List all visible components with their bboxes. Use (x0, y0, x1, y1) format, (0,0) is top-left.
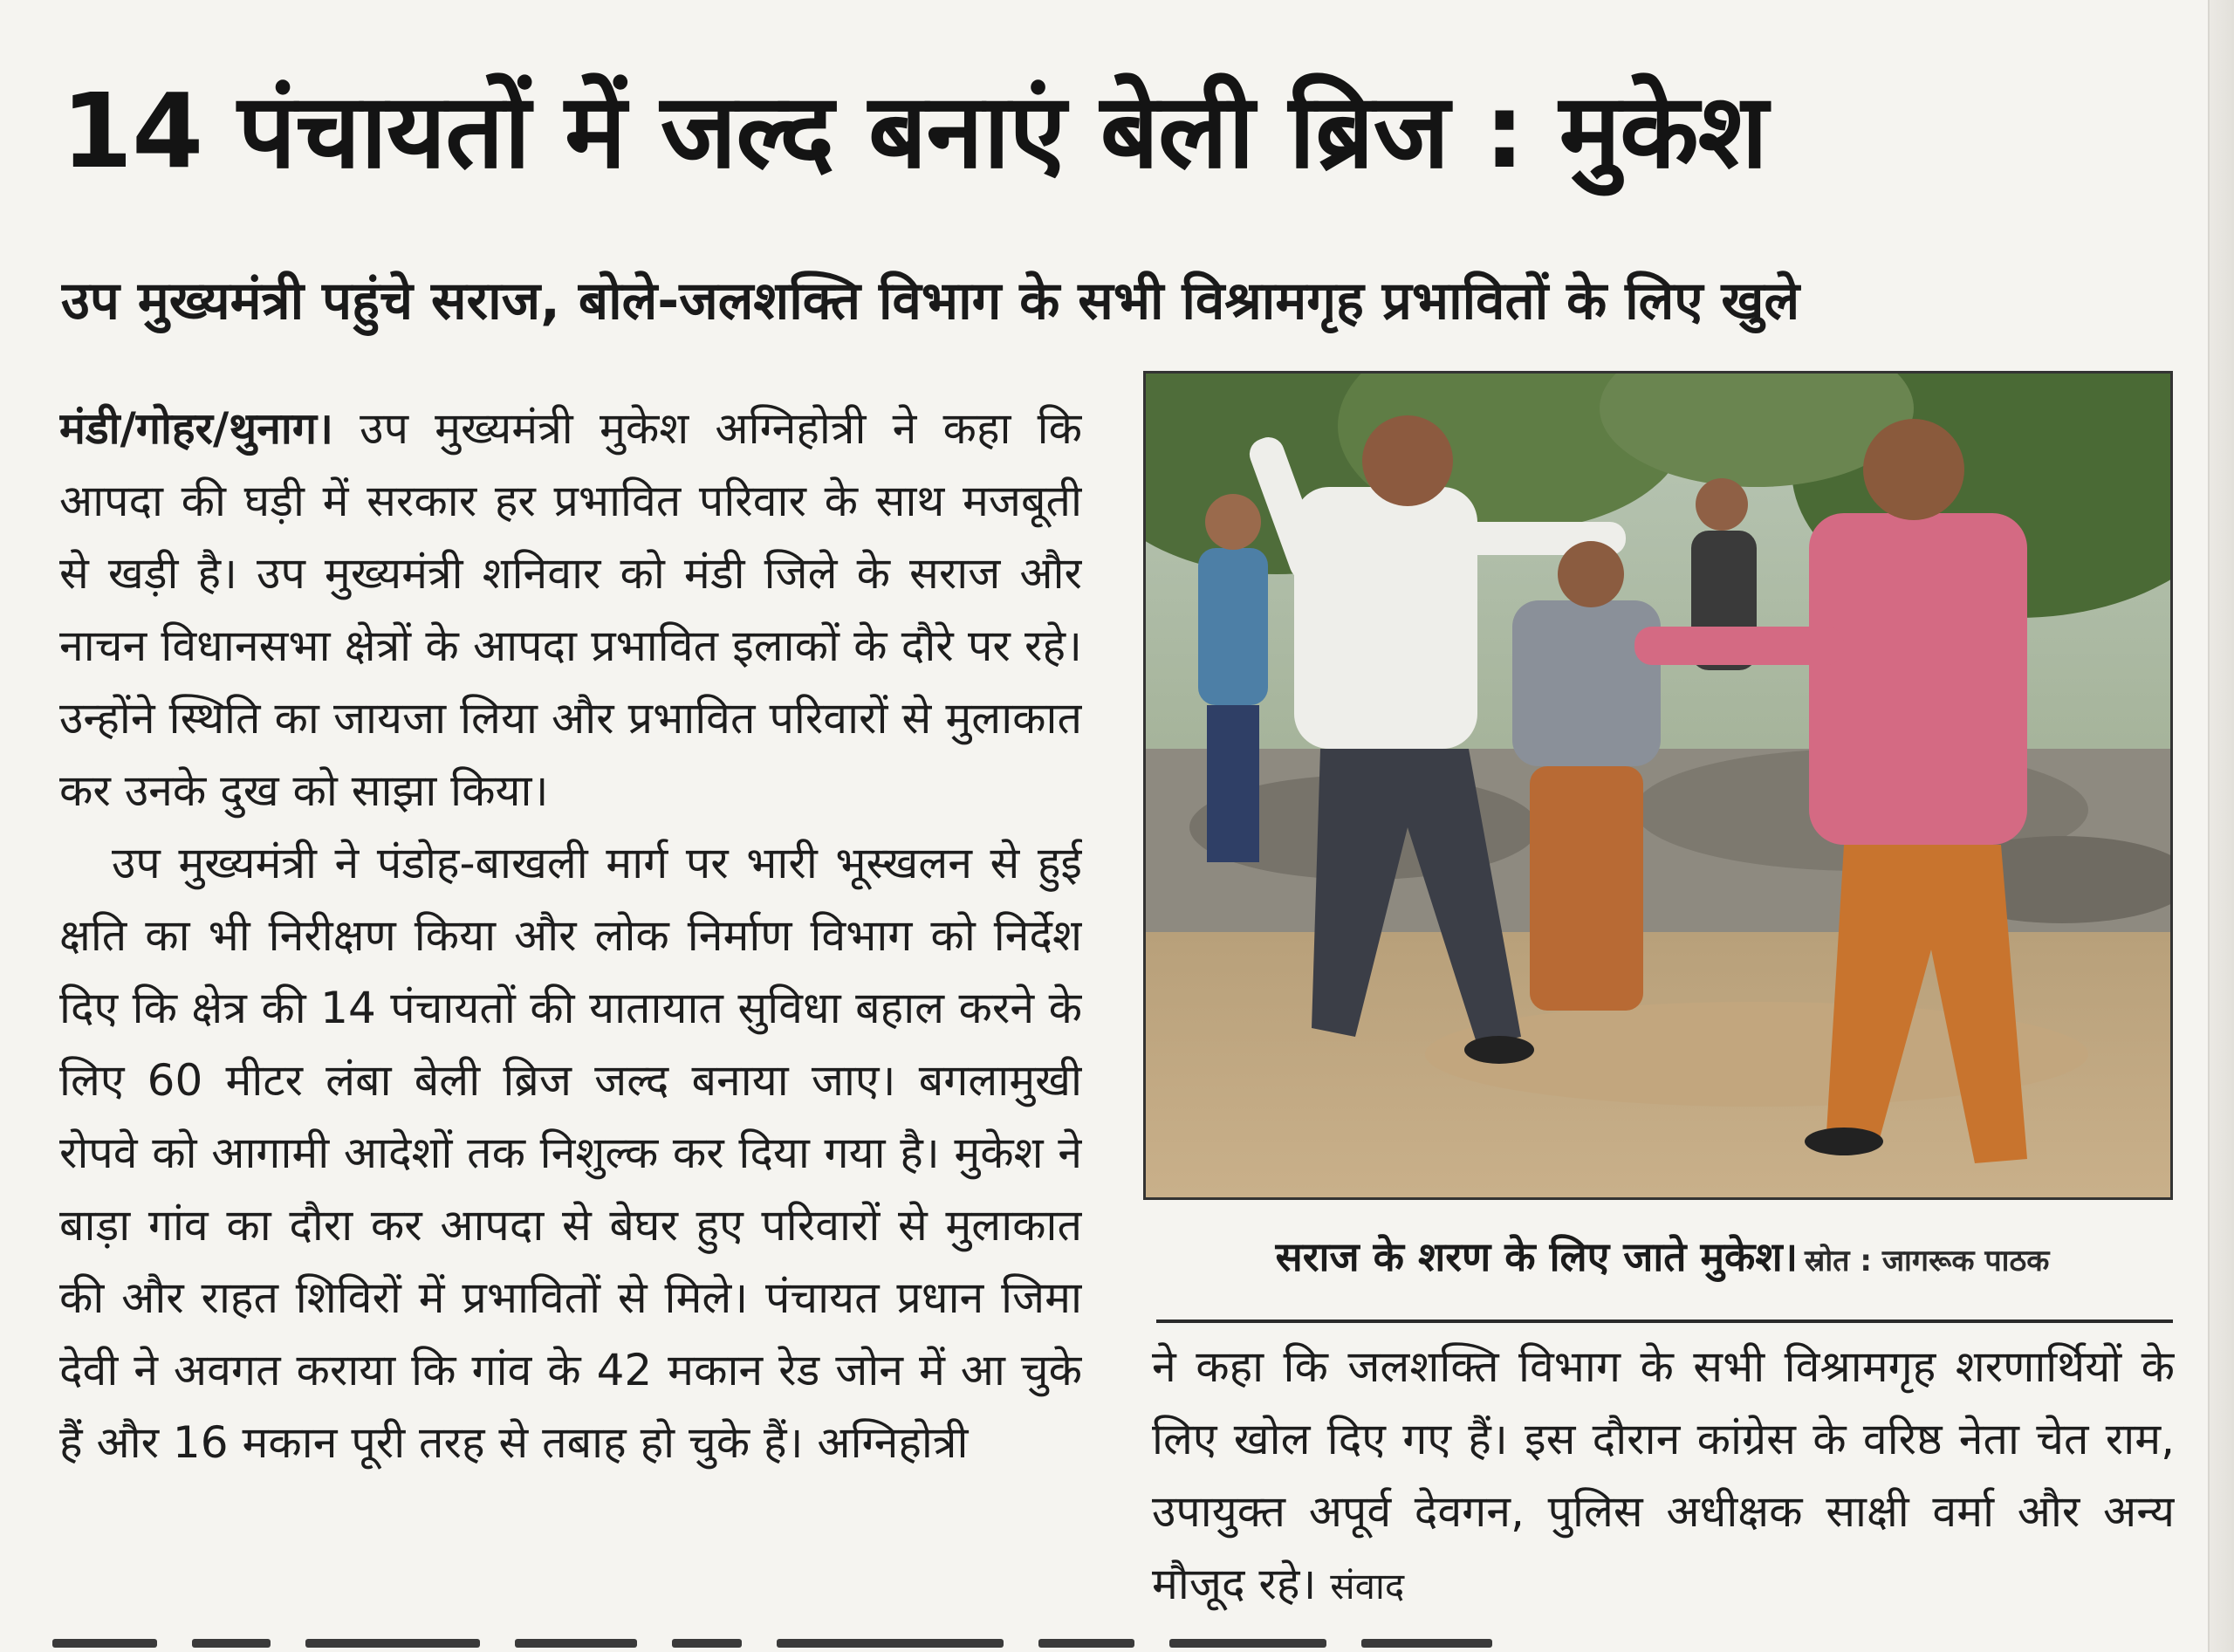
photo-caption (1161, 1222, 2164, 1292)
article-left-column (59, 393, 1082, 1614)
article-paragraph-3 (1152, 1331, 2175, 1622)
page-edge (2208, 0, 2234, 1652)
article-headline: 14 पंचायतों में जल्द बनाएं बेली ब्रिज : मुकेश (61, 71, 1768, 191)
article-byline: संवाद (1330, 1565, 1405, 1607)
next-article-cutoff (52, 1632, 2164, 1652)
article-right-column (1152, 1331, 2175, 1628)
paragraph-3-text: ने कहा कि जलशक्ति विभाग के सभी विश्रामगृह शरणार्थियों के लिए खोल दिए गए हैं। इस दौरान कांग्रेस के वरिष्ठ नेता चेत राम, उपायुक्त अपूर्व देवगन, पुलिस अधीक्षक साक्षी वर्मा और अन्य मौजूद रहे। (1152, 1341, 2175, 1609)
photo-credit: स्रोत : जागरूक पाठक (1805, 1244, 2050, 1278)
article-dateline: मंडी/गोहर/थुनाग। (59, 403, 333, 454)
column-divider (1156, 1320, 2173, 1323)
article-subheadline: उप मुख्यमंत्री पहुंचे सराज, बोले-जलशक्ति विभाग के सभी विश्रामगृह प्रभावितों के लिए खुले (61, 271, 1800, 332)
news-photo (1143, 371, 2173, 1200)
caption-text: सराज के शरण के लिए जाते मुकेश। (1275, 1233, 1799, 1280)
article-paragraph-1 (59, 393, 1082, 827)
article-paragraph-2: उप मुख्यमंत्री ने पंडोह-बाखली मार्ग पर भारी भूस्खलन से हुई क्षति का भी निरीक्षण किया और लोक निर्माण विभाग को निर्देश दिए कि क्षेत्र की 14 पंचायतों की यातायात सुविधा बहाल करने के लिए 60 मीटर लंबा बेली ब्रिज जल्द बनाया जाए। बगलामुखी रोपवे को आगामी आदेशों तक निशुल्क कर दिया गया है। मुकेश ने बाड़ा गांव का दौरा कर आपदा से बेघर हुए परिवारों से मुलाकात की और राहत शिविरों में प्रभावितों से मिले। पंचायत प्रधान जिमा देवी ने अवगत कराया कि गांव के 42 मकान रेड जोन में आ चुके हैं और 16 मकान पूरी तरह से तबाह हो चुके हैं। अग्निहोत्री (59, 838, 1082, 1468)
paragraph-1-text: उप मुख्यमंत्री मुकेश अग्निहोत्री ने कहा कि आपदा की घड़ी में सरकार हर प्रभावित परिवार के साथ मजबूती से खड़ी है। उप मुख्यमंत्री शनिवार को मंडी जिले के सराज और नाचन विधानसभा क्षेत्रों के आपदा प्रभावित इलाकों के दौरे पर रहे। उन्होंने स्थिति का जायजा लिया और प्रभावित परिवारों से मुलाकात कर उनके दुख को साझा किया। (59, 403, 1082, 816)
